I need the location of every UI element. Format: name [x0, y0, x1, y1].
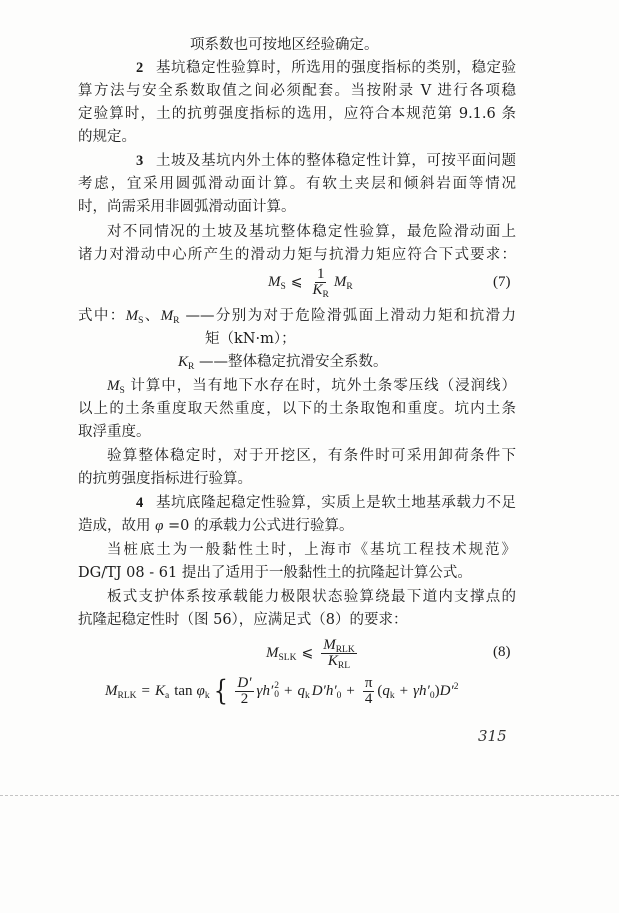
formula-8: [266, 636, 360, 670]
symbol-ms: [107, 378, 125, 394]
definition-moments: ——分别为对于危险滑弧面上滑动力矩和抗滑力: [185, 308, 517, 324]
plate-support-line-2: 抗隆起稳定性时（图 56），应满足式（8）的要求：: [78, 612, 408, 628]
subscript-rlk: RLK: [335, 644, 355, 655]
fraction-numerator: 1: [316, 265, 325, 282]
plus-sign: +: [399, 682, 409, 699]
paren-open: (: [377, 682, 383, 699]
item4-text-post: =0 的承载力公式进行验算。: [168, 518, 354, 534]
term-gamma-h: γh′: [256, 682, 274, 699]
term-d-squared: [440, 683, 459, 700]
fraction-numerator: D′: [237, 674, 252, 691]
subscript-r: R: [322, 289, 329, 300]
term-gamma-h0: [413, 683, 434, 700]
item3-line-2: 考虑，宜采用圆弧滑动面计算。有软土夹层和倾斜岩面等情况: [78, 176, 516, 192]
shanghai-para-line-2: DG/TJ 08 - 61 提出了适用于一般黏性土的抗隆起计算公式。: [78, 565, 472, 581]
symbol-phik: [197, 683, 210, 700]
symbol-k: K: [327, 652, 338, 669]
fraction-denominator: 2: [240, 690, 249, 707]
subscript-s: S: [138, 316, 144, 326]
symbol-kr: [178, 354, 194, 370]
ms-para-text: 计算中，当有地下水存在时，坑外土条零压线（浸润线）: [130, 378, 517, 394]
item-number-2: 2: [136, 60, 144, 76]
overall-stability-line-2: 诸力对滑动中心所产生的滑动力矩与抗滑力矩应符合下式要求：: [78, 247, 516, 263]
ms-para-line-1: [107, 375, 516, 397]
overall-stability-line-1: 对不同情况的土坡及基坑整体稳定性验算，最危险滑动面上: [107, 224, 516, 240]
where-clause-line-1: [78, 305, 516, 327]
symbol-ka: [155, 683, 169, 700]
term-d-h: [312, 683, 342, 700]
item2-line-1: 基坑稳定性验算时，所选用的强度指标的类别，稳定验: [156, 60, 516, 76]
shanghai-para-line-1: 当桩底土为一般黏性土时，上海市《基坑工程技术规范》: [107, 542, 516, 558]
where-clause-line-2: 矩（kN·m）；: [205, 331, 296, 347]
subscript-k: k: [304, 690, 310, 701]
subscript-r: R: [173, 316, 180, 326]
ms-para-line-3: 取浮重度。: [78, 424, 151, 440]
symbol-phi: φ: [155, 518, 164, 534]
symbol-m: M: [323, 636, 336, 653]
item4-text-pre: 造成，故用: [78, 518, 151, 534]
symbol-gamma-h: γh′: [413, 682, 430, 699]
formula-7: [268, 265, 353, 299]
page-number: 315: [478, 727, 507, 745]
where-lead: 式中：: [78, 308, 126, 324]
symbol-m: M: [105, 682, 118, 699]
item2-line-3: 定验算时，土的抗剪强度指标的选用，应符合本规范第 9.1.6 条: [78, 106, 516, 122]
continuation-line: 项系数也可按地区经验确定。: [190, 37, 379, 53]
fraction-denominator: 4: [364, 690, 373, 707]
plus-sign: +: [284, 682, 293, 699]
formula7-rhs: [334, 274, 353, 291]
fraction-one-over-kr: [311, 267, 331, 298]
symbol-qk: [297, 683, 309, 700]
subscript-0: 0: [336, 690, 342, 701]
item2-line-4: 的规定。: [78, 129, 136, 145]
item-number-3: 3: [136, 153, 144, 169]
subscript-s: S: [280, 281, 286, 292]
subscript-slk: SLK: [278, 652, 297, 663]
scan-edge-line: [0, 795, 619, 796]
tan-function: tan: [174, 682, 193, 699]
symbol-m: M: [125, 308, 139, 324]
fraction-denominator: [326, 654, 352, 669]
symbol-m: M: [107, 378, 120, 394]
plus-sign: +: [346, 682, 355, 699]
symbol-q: q: [382, 682, 390, 699]
subscript-k: k: [204, 690, 210, 701]
symbol-ms: [126, 308, 144, 324]
sup-sub-stack: [274, 682, 279, 700]
symbol-k: K: [312, 281, 323, 298]
item3-line-1: 土坡及基坑内外土体的整体稳定性计算，可按平面问题: [156, 153, 516, 169]
item2-line-2: 算方法与安全系数取值之间必须配套。当按附录 V 进行各项稳: [78, 83, 516, 99]
item4-line-2: [78, 515, 354, 537]
subscript-0: 0: [274, 690, 279, 700]
fraction-numerator: [321, 638, 357, 654]
equation-number-8: (8): [493, 644, 511, 660]
subscript-s: S: [119, 386, 125, 396]
subscript-r: R: [188, 362, 195, 372]
symbol-d: D′: [439, 682, 454, 699]
subscript-0: 0: [429, 690, 435, 701]
symbol-mr: [161, 308, 180, 324]
plate-support-line-1: 板式支护体系按承载能力极限状态验算绕最下道内支撑点的: [107, 589, 516, 605]
less-equal-sign: ⩽: [301, 645, 314, 661]
subscript-r: R: [346, 281, 353, 292]
fraction-d-over-2: [235, 676, 253, 707]
subscript-rlk: RLK: [117, 690, 137, 701]
fraction-denominator: [311, 283, 331, 298]
unloading-para-line-1: 验算整体稳定时，对于开挖区，有条件时可采用卸荷条件下: [107, 448, 516, 464]
ms-para-line-2: 以上的土条重度取天然重度，以下的土条取饱和重度。坑内土条: [78, 401, 516, 417]
formula-mrlk: [105, 673, 458, 709]
formula8-lhs: [266, 645, 296, 662]
formula7-lhs: [268, 274, 286, 291]
symbol-m: M: [268, 273, 281, 290]
separator: 、: [143, 308, 161, 324]
symbol-dh: D′h′: [311, 682, 337, 699]
item3-line-3: 时，尚需采用非圆弧滑动面计算。: [78, 199, 296, 215]
equals-sign: =: [141, 682, 150, 699]
symbol-m: M: [160, 308, 174, 324]
mrlk-lhs: [105, 683, 137, 700]
subscript-rl: RL: [337, 660, 351, 671]
definition-safety-factor: ——整体稳定抗滑安全系数。: [198, 354, 388, 370]
fraction-mrlk-over-krl: [321, 638, 357, 669]
symbol-qk: [382, 683, 394, 700]
item4-line-1: 基坑底隆起稳定性验算，实质上是软土地基承载力不足: [156, 495, 516, 511]
symbol-phi: φ: [196, 682, 205, 699]
subscript-k: k: [389, 690, 395, 701]
superscript-2: 2: [274, 681, 279, 691]
paren-close: ): [434, 682, 440, 699]
unloading-para-line-2: 的抗剪强度指标进行验算。: [78, 471, 252, 487]
symbol-q: q: [297, 682, 305, 699]
superscript-2: 2: [453, 681, 459, 692]
left-brace: {: [213, 674, 228, 707]
symbol-m: M: [266, 644, 279, 661]
less-equal-sign: ⩽: [290, 274, 303, 290]
subscript-a: a: [164, 690, 170, 701]
symbol-k: K: [154, 682, 165, 699]
equation-number-7: (7): [493, 274, 511, 290]
symbol-m: M: [333, 273, 347, 290]
item-number-4: 4: [136, 495, 144, 511]
fraction-pi-over-4: [363, 676, 375, 707]
where-clause-line-3: [178, 351, 387, 373]
fraction-numerator: π: [364, 674, 373, 691]
symbol-k: K: [178, 354, 189, 370]
